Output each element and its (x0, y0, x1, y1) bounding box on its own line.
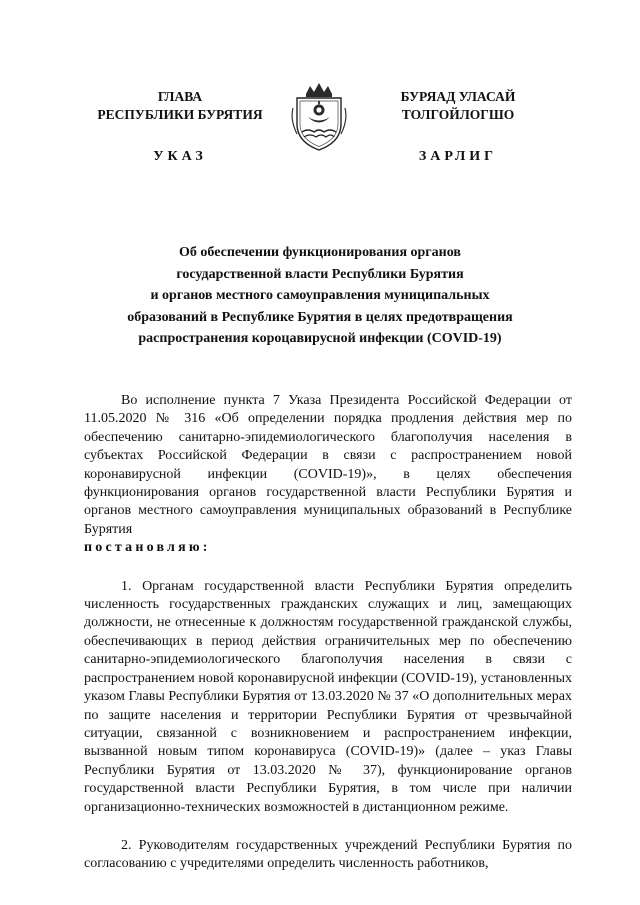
header-right-line2: ТОЛГОЙЛОГШО (401, 107, 515, 122)
title-line: государственной власти Республики Бурятия (176, 266, 464, 282)
title-line: распространения короцавирусной инфекции (COVID-19) (138, 331, 502, 346)
clause-paragraph: 2. Руководителям государственных учреждений Республики Бурятия по согласованию с учредителями определить численность работников, (84, 837, 572, 872)
header-right-line1: БУРЯАД УЛАСАЙ (400, 89, 516, 104)
title-line: образований в Республике Бурятия в целях предотвращения (127, 309, 513, 325)
header-right-doc-type: ЗАРЛИГ (418, 149, 498, 164)
header-left-doc-type: УКАЗ (153, 149, 207, 164)
document-header (0, 88, 640, 198)
document-title (80, 242, 560, 350)
header-left-line2: РЕСПУБЛИКИ БУРЯТИЯ (97, 107, 263, 122)
header-right-block (363, 88, 553, 166)
preamble-paragraph (84, 392, 572, 558)
decree-word: постановляю: (84, 540, 211, 556)
title-line: и органов местного самоуправления муниципальных (150, 288, 490, 303)
preamble-text: Во исполнение пункта 7 Указа Президента Российской Федерации от 11.05.2020 № 316 «Об определении порядка продления действия мер по обеспечению санитарно-эпидемиологического благополучия населения в субъектах Российской Федерации в связи с распространением новой коронавирусной инфекции (COVID-19)», в целях обеспечения функционирования органов государственной власти Республики Бурятия и органов местного самоуправления муниципальных образований в Республике Бурятия (84, 393, 572, 537)
clause-paragraph: 1. Органам государственной власти Республики Бурятия определить численность государственных гражданских служащих и лиц, замещающих должности, не отнесенные к должностям государственной гражданской службы, обеспечивающих в период действия ограничительных мер по обеспечению санитарно-эпидемиологического благополучия населения в связи с распространением новой коронавирусной инфекции (COVID-19), установленных указом Главы Республики Бурятия от 13.03.2020 № 37 «О дополнительных мерах по защите населения и территории Республики Бурятия от чрезвычайной ситуации, связанной с возникновением и распространением инфекции, вызванной новым типом коронавируса (COVID-19)» (далее – указ Главы Республики Бурятия от 13.03.2020 № 37), функционирование органов государственной власти Республики Бурятия, в том числе при наличии организационно-технических возможностей в дистанционном режиме. (84, 578, 572, 815)
header-left-line1: ГЛАВА (157, 89, 203, 104)
title-line: Об обеспечении функционирования органов (179, 245, 461, 260)
header-left-block (80, 88, 280, 166)
coat-of-arms-emblem-icon (288, 80, 350, 152)
document-body (84, 392, 572, 874)
